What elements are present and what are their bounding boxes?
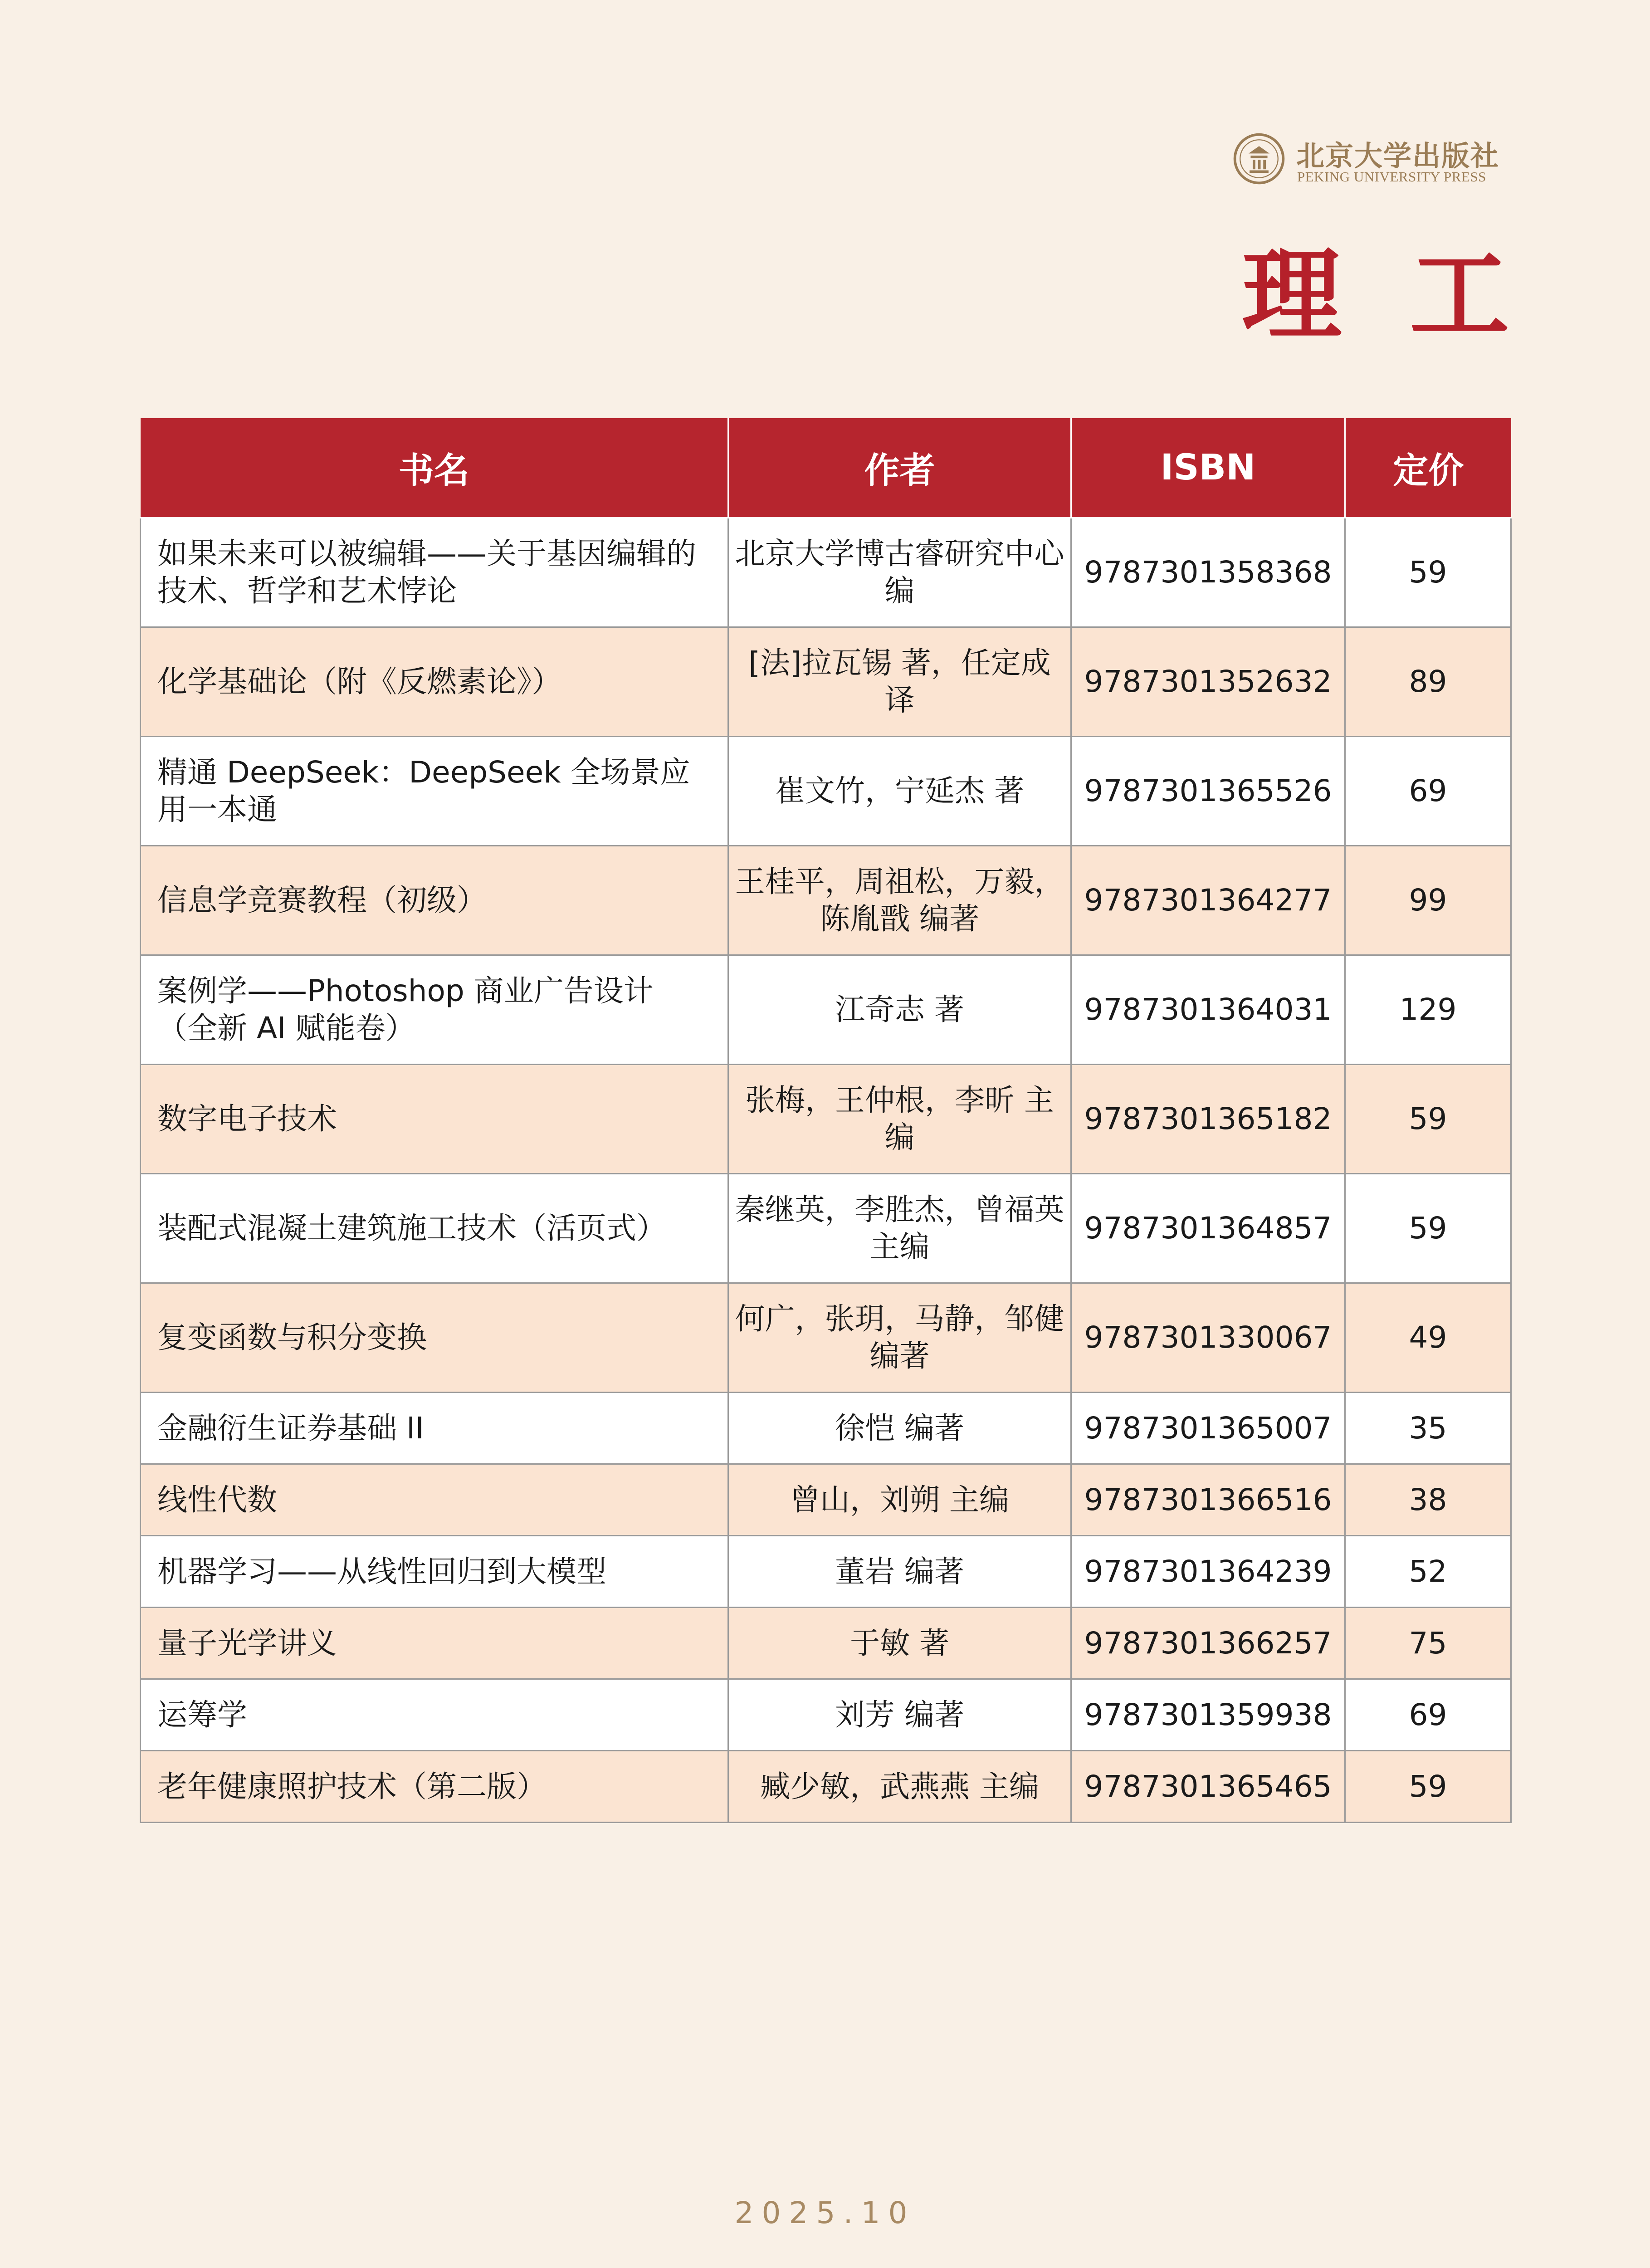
book-price: 59 [1345,1065,1511,1174]
header-title: 书名 [141,418,728,518]
table-header-row [141,418,1511,518]
book-isbn: 9787301365007 [1071,1393,1345,1464]
header-price: 定价 [1345,418,1511,518]
book-title: 老年健康照护技术（第二版） [141,1751,728,1823]
header-isbn: ISBN [1071,418,1345,518]
book-title: 数字电子技术 [141,1065,728,1174]
book-author: 北京大学博古睿研究中心 编 [728,518,1071,627]
book-author: 江奇志 著 [728,955,1071,1065]
book-isbn: 9787301365182 [1071,1065,1345,1174]
book-author: 张梅，王仲根，李昕 主编 [728,1065,1071,1174]
book-title: 复变函数与积分变换 [141,1283,728,1393]
book-author: [法]拉瓦锡 著，任定成 译 [728,627,1071,737]
table-row [141,737,1511,846]
book-price: 69 [1345,737,1511,846]
table-row [141,1751,1511,1823]
book-isbn: 9787301364277 [1071,846,1345,955]
book-author: 曾山，刘朔 主编 [728,1464,1071,1536]
book-title: 量子光学讲义 [141,1608,728,1679]
header-author: 作者 [728,418,1071,518]
table-row [141,1464,1511,1536]
book-price: 75 [1345,1608,1511,1679]
book-author: 于敏 著 [728,1608,1071,1679]
table-row [141,627,1511,737]
book-price: 129 [1345,955,1511,1065]
book-title: 如果未来可以被编辑——关于基因编辑的技术、哲学和艺术悖论 [141,518,728,627]
book-isbn: 9787301352632 [1071,627,1345,737]
book-price: 99 [1345,846,1511,955]
book-isbn: 9787301365465 [1071,1751,1345,1823]
book-price: 35 [1345,1393,1511,1464]
book-isbn: 9787301364857 [1071,1174,1345,1283]
book-title: 机器学习——从线性回归到大模型 [141,1536,728,1608]
university-seal-icon [1233,132,1285,185]
table-row [141,1679,1511,1751]
table-row [141,1174,1511,1283]
book-isbn: 9787301358368 [1071,518,1345,627]
table-row [141,1393,1511,1464]
book-isbn: 9787301330067 [1071,1283,1345,1393]
publisher-name-en: PEKING UNIVERSITY PRESS [1297,169,1486,185]
section-title: 理工 [1241,236,1577,353]
book-price: 59 [1345,1751,1511,1823]
book-title: 金融衍生证券基础 II [141,1393,728,1464]
book-price: 89 [1345,627,1511,737]
book-isbn: 9787301364239 [1071,1536,1345,1608]
table-row [141,518,1511,627]
book-author: 臧少敏，武燕燕 主编 [728,1751,1071,1823]
book-author: 董岩 编著 [728,1536,1071,1608]
book-title: 运筹学 [141,1679,728,1751]
table-row [141,955,1511,1065]
publisher-logo [1233,131,1514,187]
book-author: 王桂平，周祖松，万毅，陈胤戬 编著 [728,846,1071,955]
book-author: 秦继英，李胜杰，曾福英 主编 [728,1174,1071,1283]
book-price: 59 [1345,1174,1511,1283]
book-isbn: 9787301364031 [1071,955,1345,1065]
table-row [141,1536,1511,1608]
publisher-name-cn: 北京大学出版社 [1296,139,1500,172]
book-price: 52 [1345,1536,1511,1608]
table-row [141,1283,1511,1393]
book-author: 何广，张玥，马静，邹健 编著 [728,1283,1071,1393]
book-author: 徐恺 编著 [728,1393,1071,1464]
book-author: 崔文竹，宁延杰 著 [728,737,1071,846]
book-isbn: 9787301359938 [1071,1679,1345,1751]
table-row [141,1608,1511,1679]
book-title: 案例学——Photoshop 商业广告设计（全新 AI 赋能卷） [141,955,728,1065]
book-isbn: 9787301366257 [1071,1608,1345,1679]
book-title: 装配式混凝土建筑施工技术（活页式） [141,1174,728,1283]
book-author: 刘芳 编著 [728,1679,1071,1751]
book-price: 59 [1345,518,1511,627]
book-table [140,418,1512,1823]
book-isbn: 9787301365526 [1071,737,1345,846]
book-title: 化学基础论（附《反燃素论》） [141,627,728,737]
book-title: 精通 DeepSeek：DeepSeek 全场景应用一本通 [141,737,728,846]
book-isbn: 9787301366516 [1071,1464,1345,1536]
book-title: 线性代数 [141,1464,728,1536]
footer-date: 2025.10 [734,2195,916,2230]
book-price: 69 [1345,1679,1511,1751]
book-price: 38 [1345,1464,1511,1536]
table-row [141,1065,1511,1174]
book-title: 信息学竞赛教程（初级） [141,846,728,955]
table-row [141,846,1511,955]
book-price: 49 [1345,1283,1511,1393]
